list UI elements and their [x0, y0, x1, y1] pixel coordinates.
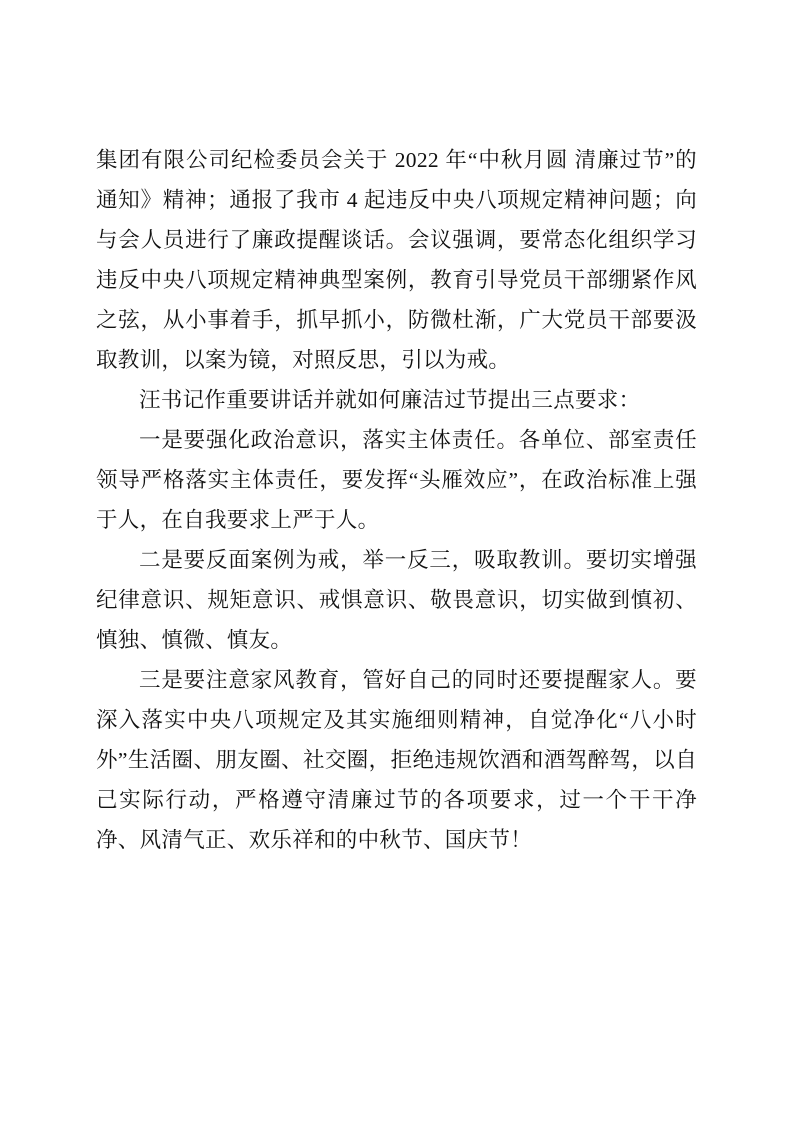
paragraph: 二是要反面案例为戒，举一反三，吸取教训。要切实增强纪律意识、规矩意识、戒惧意识、敬畏意识，切实做到慎初、慎独、慎微、慎友。: [96, 548, 697, 652]
paragraph: 集团有限公司纪检委员会关于 2022 年“中秋月圆 清廉过节”的通知》精神；通报了我市 4 起违反中央八项规定精神问题；向与会人员进行了廉政提醒谈话。会议强调，要常态化组织学习违反中央八项规定精神典型案例，教育引导党员干部绷紧作风之弦，从小事着手，抓早抓小，防微杜渐，广大党员干部要汲取教训，以案为镜，对照反思，引以为戒。: [96, 148, 697, 372]
paragraph: 一是要强化政治意识，落实主体责任。各单位、部室责任领导严格落实主体责任，要发挥“头雁效应”，在政治标准上强于人，在自我要求上严于人。: [96, 428, 697, 532]
paragraph: 汪书记作重要讲话并就如何廉洁过节提出三点要求：: [139, 388, 641, 412]
document-body: [96, 140, 697, 860]
paragraph: 三是要注意家风教育，管好自己的同时还要提醒家人。要深入落实中央八项规定及其实施细则精神，自觉净化“八小时外”生活圈、朋友圈、社交圈，拒绝违规饮酒和酒驾醉驾，以自己实际行动，严格遵守清廉过节的各项要求，过一个干干净净、风清气正、欢乐祥和的中秋节、国庆节！: [96, 668, 697, 852]
